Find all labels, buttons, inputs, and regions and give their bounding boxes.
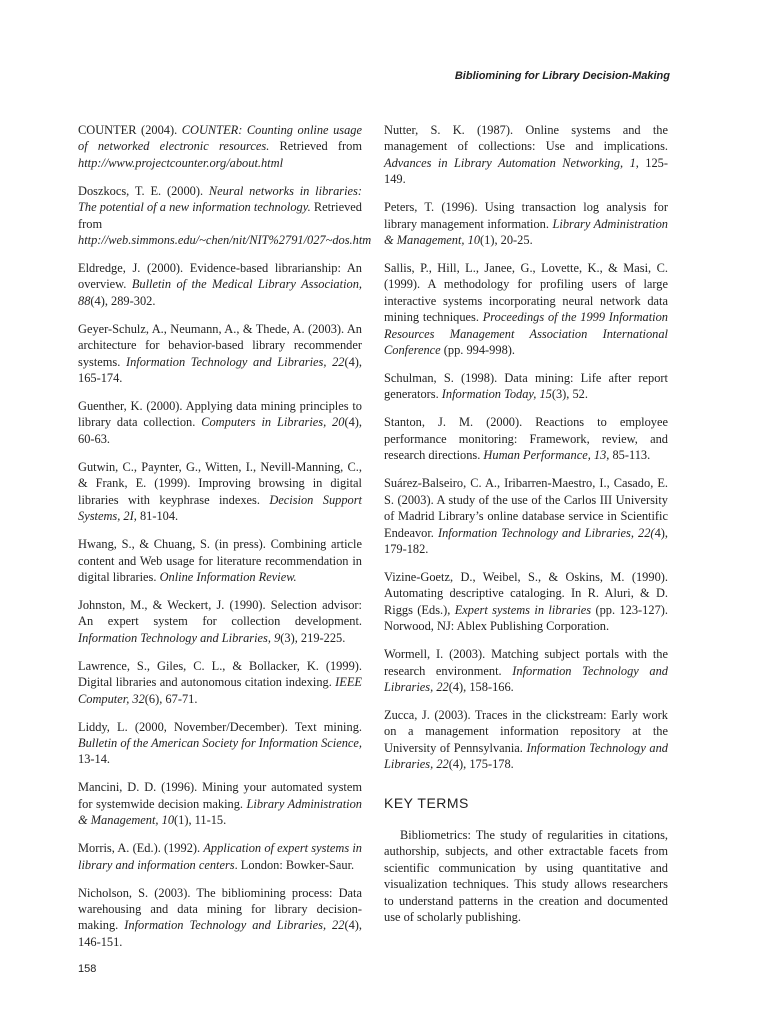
- reference-entry: COUNTER (2004). COUNTER: Counting online usage of networked electronic resources. Retrieved from http://www.projectcounter.org/about.html: [78, 123, 362, 170]
- key-terms-heading: KEY TERMS: [384, 794, 469, 811]
- reference-entry: Gutwin, C., Paynter, G., Witten, I., Nevill-Manning, C., & Frank, E. (1999). Improving browsing in digital libraries with keyphrase indexes. Decision Support Systems, 2I, 81-104.: [78, 459, 362, 524]
- reference-entry: Johnston, M., & Weckert, J. (1990). Selection advisor: An expert system for collection development. Information Technology and Libraries, 9(3), 219-225.: [78, 597, 362, 645]
- reference-entry: Nicholson, S. (2003). The bibliomining process: Data warehousing and data mining for library decision-making. Information Technology and Libraries, 22(4), 146-151.: [78, 885, 362, 949]
- references-right-column: [384, 122, 668, 925]
- reference-entry: Geyer-Schulz, A., Neumann, A., & Thede, A. (2003). An architecture for behavior-based library recommender systems. Information Technology and Libraries, 22(4), 165-174.: [78, 321, 363, 386]
- references-left-column: [78, 122, 372, 962]
- reference-entry: Eldredge, J. (2000). Evidence-based librarianship: An overview. Bulletin of the Medical Library Association, 88(4), 289-302.: [78, 261, 362, 308]
- reference-entry: Liddy, L. (2000, November/December). Text mining. Bulletin of the American Society for Information Science, 13-14.: [78, 719, 362, 767]
- reference-entry: Wormell, I. (2003). Matching subject portals with the research environment. Information Technology and Libraries, 22(4), 158-166.: [384, 647, 668, 694]
- reference-entry: Hwang, S., & Chuang, S. (in press). Combining article content and Web usage for literature recommendation in digital libraries. Online Information Review.: [78, 537, 362, 584]
- reference-entry: Mancini, D. D. (1996). Mining your automated system for systemwide decision making. Library Administration & Management, 10(1), 11-15.: [78, 780, 362, 828]
- reference-entry: Vizine-Goetz, D., Weibel, S., & Oskins, M. (1990). Automating descriptive cataloging. In R. Aluri, & D. Riggs (Eds.), Expert systems in libraries (pp. 123-127). Norwood, NJ: Ablex Publishing Corporation.: [384, 569, 668, 634]
- reference-entry: Guenther, K. (2000). Applying data mining principles to library data collection. Computers in Libraries, 20(4), 60-63.: [78, 399, 362, 446]
- reference-entry: Suárez-Balseiro, C. A., Iribarren-Maestro, I., Casado, E. S. (2003). A study of the use of the Carlos III University of Madrid Library’s online database service in Scientific Endeavor. Information Technology and Libraries, 22(4), 179-182.: [384, 476, 668, 556]
- reference-entry: Nutter, S. K. (1987). Online systems and the management of collections: Use and implications. Advances in Library Automation Networking, 1, 125-149.: [384, 123, 669, 187]
- reference-entry: Lawrence, S., Giles, C. L., & Bollacker, K. (1999). Digital libraries and autonomous citation indexing. IEEE Computer, 32(6), 67-71.: [78, 658, 362, 706]
- reference-entry: Stanton, J. M. (2000). Reactions to employee performance monitoring: Framework, review, and research directions. Human Performance, 13, 85-113.: [384, 415, 668, 463]
- page-number: 158: [78, 963, 97, 975]
- reference-entry: Zucca, J. (2003). Traces in the clickstream: Early work on a management information repository at the University of Pennsylvania. Information Technology and Libraries, 22(4), 175-178.: [384, 707, 668, 772]
- key-terms-definition: Bibliometrics: The study of regularities in citations, authorship, subjects, and other extractable facets from scientific communication by using quantitative and visualization techniques. This study allows researchers to understand patterns in the creation and documented use of scholarly publishing.: [384, 827, 668, 924]
- reference-entry: Sallis, P., Hill, L., Janee, G., Lovette, K., & Masi, C. (1999). A methodology for profiling users of large interactive systems incorporating neural network data mining techniques. Proceedings of the 1999 Information Resources Management Association International Conference (pp. 994-998).: [384, 261, 668, 358]
- reference-entry: Morris, A. (Ed.). (1992). Application of expert systems in library and information centers. London: Bowker-Saur.: [78, 841, 362, 872]
- reference-entry: Schulman, S. (1998). Data mining: Life after report generators. Information Today, 15(3), 52.: [384, 371, 668, 402]
- reference-entry: Peters, T. (1996). Using transaction log analysis for library management information. Library Administration & Management, 10(1), 20-25.: [384, 200, 668, 248]
- reference-entry: Doszkocs, T. E. (2000). Neural networks in libraries: The potential of a new information technology. Retrieved from http://web.simmons.edu/~chen/nit/NIT%2791/027~dos.htm: [78, 183, 372, 248]
- running-head: Bibliomining for Library Decision-Making: [454, 70, 670, 82]
